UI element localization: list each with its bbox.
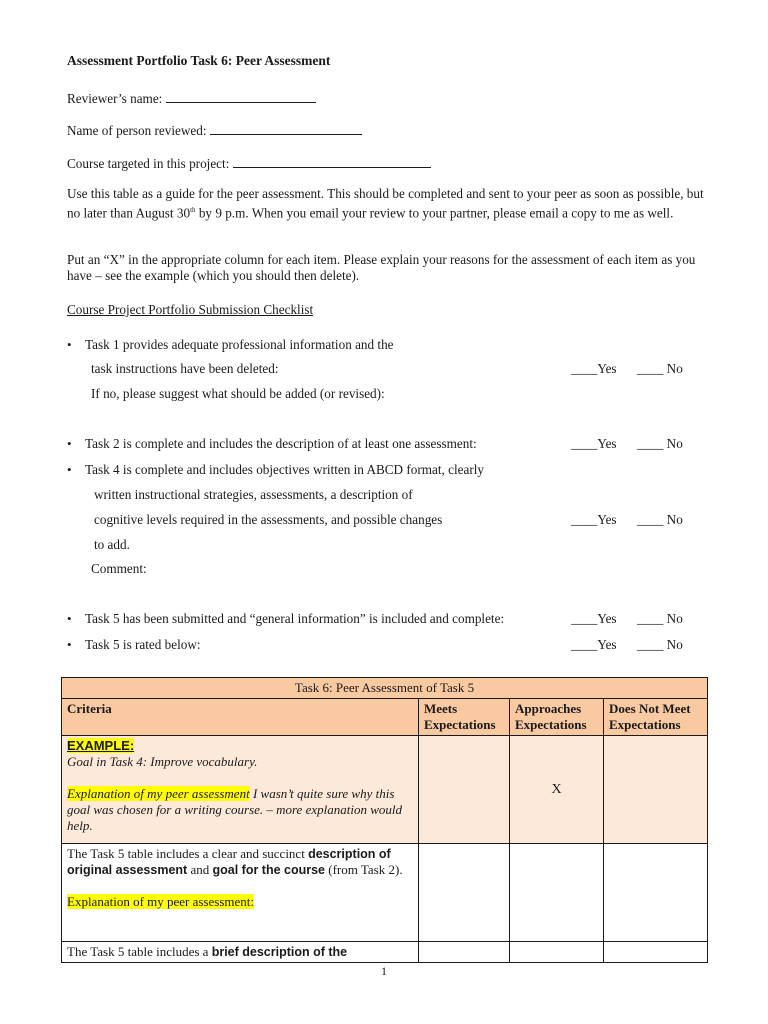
- example-label: EXAMPLE:: [67, 738, 135, 753]
- checklist-item-3-line-2: written instructional strategies, assessments, a description of: [94, 487, 413, 502]
- checklist-item-3-yes-no[interactable]: ____Yes ____ No: [571, 512, 683, 527]
- checklist-item-3-line-1: Task 4 is complete and includes objectives written in ABCD format, clearly: [85, 462, 484, 477]
- course-targeted-field: [67, 155, 431, 172]
- row-1-meets-cell[interactable]: [419, 844, 510, 942]
- bullet-icon: •: [67, 436, 72, 451]
- table-row-2: [62, 942, 708, 963]
- bullet-icon: •: [67, 637, 72, 652]
- checklist-item-5-line-1: Task 5 is rated below:: [85, 637, 201, 652]
- row-2-meets-cell[interactable]: [419, 942, 510, 963]
- page-title: Assessment Portfolio Task 6: Peer Assessment: [67, 53, 331, 68]
- example-explanation: Explanation of my peer assessment I wasn’t quite sure why this goal was chosen for a writing course. – more explanation would help.: [67, 786, 402, 833]
- reviewer-name-label: Reviewer’s name:: [67, 91, 163, 106]
- row-1-approaches-cell[interactable]: [510, 844, 604, 942]
- example-criteria-cell: [62, 736, 419, 844]
- bullet-icon: •: [67, 462, 72, 477]
- row-1-does-not-meet-cell[interactable]: [604, 844, 708, 942]
- row-2-does-not-meet-cell[interactable]: [604, 942, 708, 963]
- example-goal: Goal in Task 4: Improve vocabulary.: [67, 754, 258, 769]
- reviewed-name-blank[interactable]: [210, 122, 362, 135]
- header-criteria: Criteria: [62, 699, 419, 736]
- table-row-example: [62, 736, 708, 844]
- example-meets-cell[interactable]: [419, 736, 510, 844]
- bullet-icon: •: [67, 337, 72, 352]
- reviewer-name-field: [67, 90, 316, 107]
- page-number: 1: [381, 964, 387, 978]
- checklist-item-1-followup: If no, please suggest what should be added (or revised):: [91, 386, 385, 401]
- table-title-row: [62, 678, 708, 699]
- checklist-item-5-yes-no[interactable]: ____Yes ____ No: [571, 637, 683, 652]
- checklist-item-4-line-1: Task 5 has been submitted and “general information” is included and complete:: [85, 611, 505, 626]
- reviewed-name-label: Name of person reviewed:: [67, 123, 207, 138]
- peer-assessment-table: [61, 677, 708, 963]
- example-approaches-cell[interactable]: X: [510, 736, 604, 844]
- checklist-item-3-line-3: cognitive levels required in the assessments, and possible changes: [94, 512, 443, 527]
- header-approaches-expectations: Approaches Expectations: [510, 699, 604, 736]
- instructions-paragraph-1: Use this table as a guide for the peer assessment. This should be completed and sent to your peer as soon as possible, but no later than August 30th by 9 p.m. When you email your review to your partner, please email a copy to me as well.: [67, 186, 704, 221]
- table-title: Task 6: Peer Assessment of Task 5: [62, 678, 708, 699]
- table-row-1: [62, 844, 708, 942]
- bullet-icon: •: [67, 611, 72, 626]
- reviewer-name-blank[interactable]: [166, 90, 316, 103]
- row-2-criteria-cell: The Task 5 table includes a brief description of the: [62, 942, 419, 963]
- table-header-row: [62, 699, 708, 736]
- checklist-item-1-yes-no[interactable]: ____Yes ____ No: [571, 361, 683, 376]
- header-does-not-meet-expectations: Does Not Meet Expectations: [604, 699, 708, 736]
- checklist-item-3-followup: Comment:: [91, 561, 147, 576]
- course-targeted-blank[interactable]: [233, 155, 431, 168]
- checklist-item-1-line-2: task instructions have been deleted:: [91, 361, 279, 376]
- row-1-criteria-cell: The Task 5 table includes a clear and succinct description of original assessment and goal for the course (from Task 2). Explanation of my peer assessment:: [62, 844, 419, 942]
- checklist-item-2-yes-no[interactable]: ____Yes ____ No: [571, 436, 683, 451]
- instructions-paragraph-2: Put an “X” in the appropriate column for each item. Please explain your reasons for the assessment of each item as you have – see the example (which you should then delete).: [67, 252, 696, 283]
- row-2-approaches-cell[interactable]: [510, 942, 604, 963]
- checklist-item-1-line-1: Task 1 provides adequate professional information and the: [85, 337, 394, 352]
- row-1-explanation-label: Explanation of my peer assessment:: [67, 894, 255, 909]
- checklist-item-4-yes-no[interactable]: ____Yes ____ No: [571, 611, 683, 626]
- header-meets-expectations: Meets Expectations: [419, 699, 510, 736]
- checklist-heading: Course Project Portfolio Submission Checklist: [67, 302, 314, 317]
- reviewed-name-field: [67, 122, 362, 139]
- example-does-not-meet-cell[interactable]: [604, 736, 708, 844]
- course-targeted-label: Course targeted in this project:: [67, 156, 230, 171]
- checklist-item-2-line-1: Task 2 is complete and includes the description of at least one assessment:: [85, 436, 477, 451]
- checklist-item-3-line-4: to add.: [94, 537, 130, 552]
